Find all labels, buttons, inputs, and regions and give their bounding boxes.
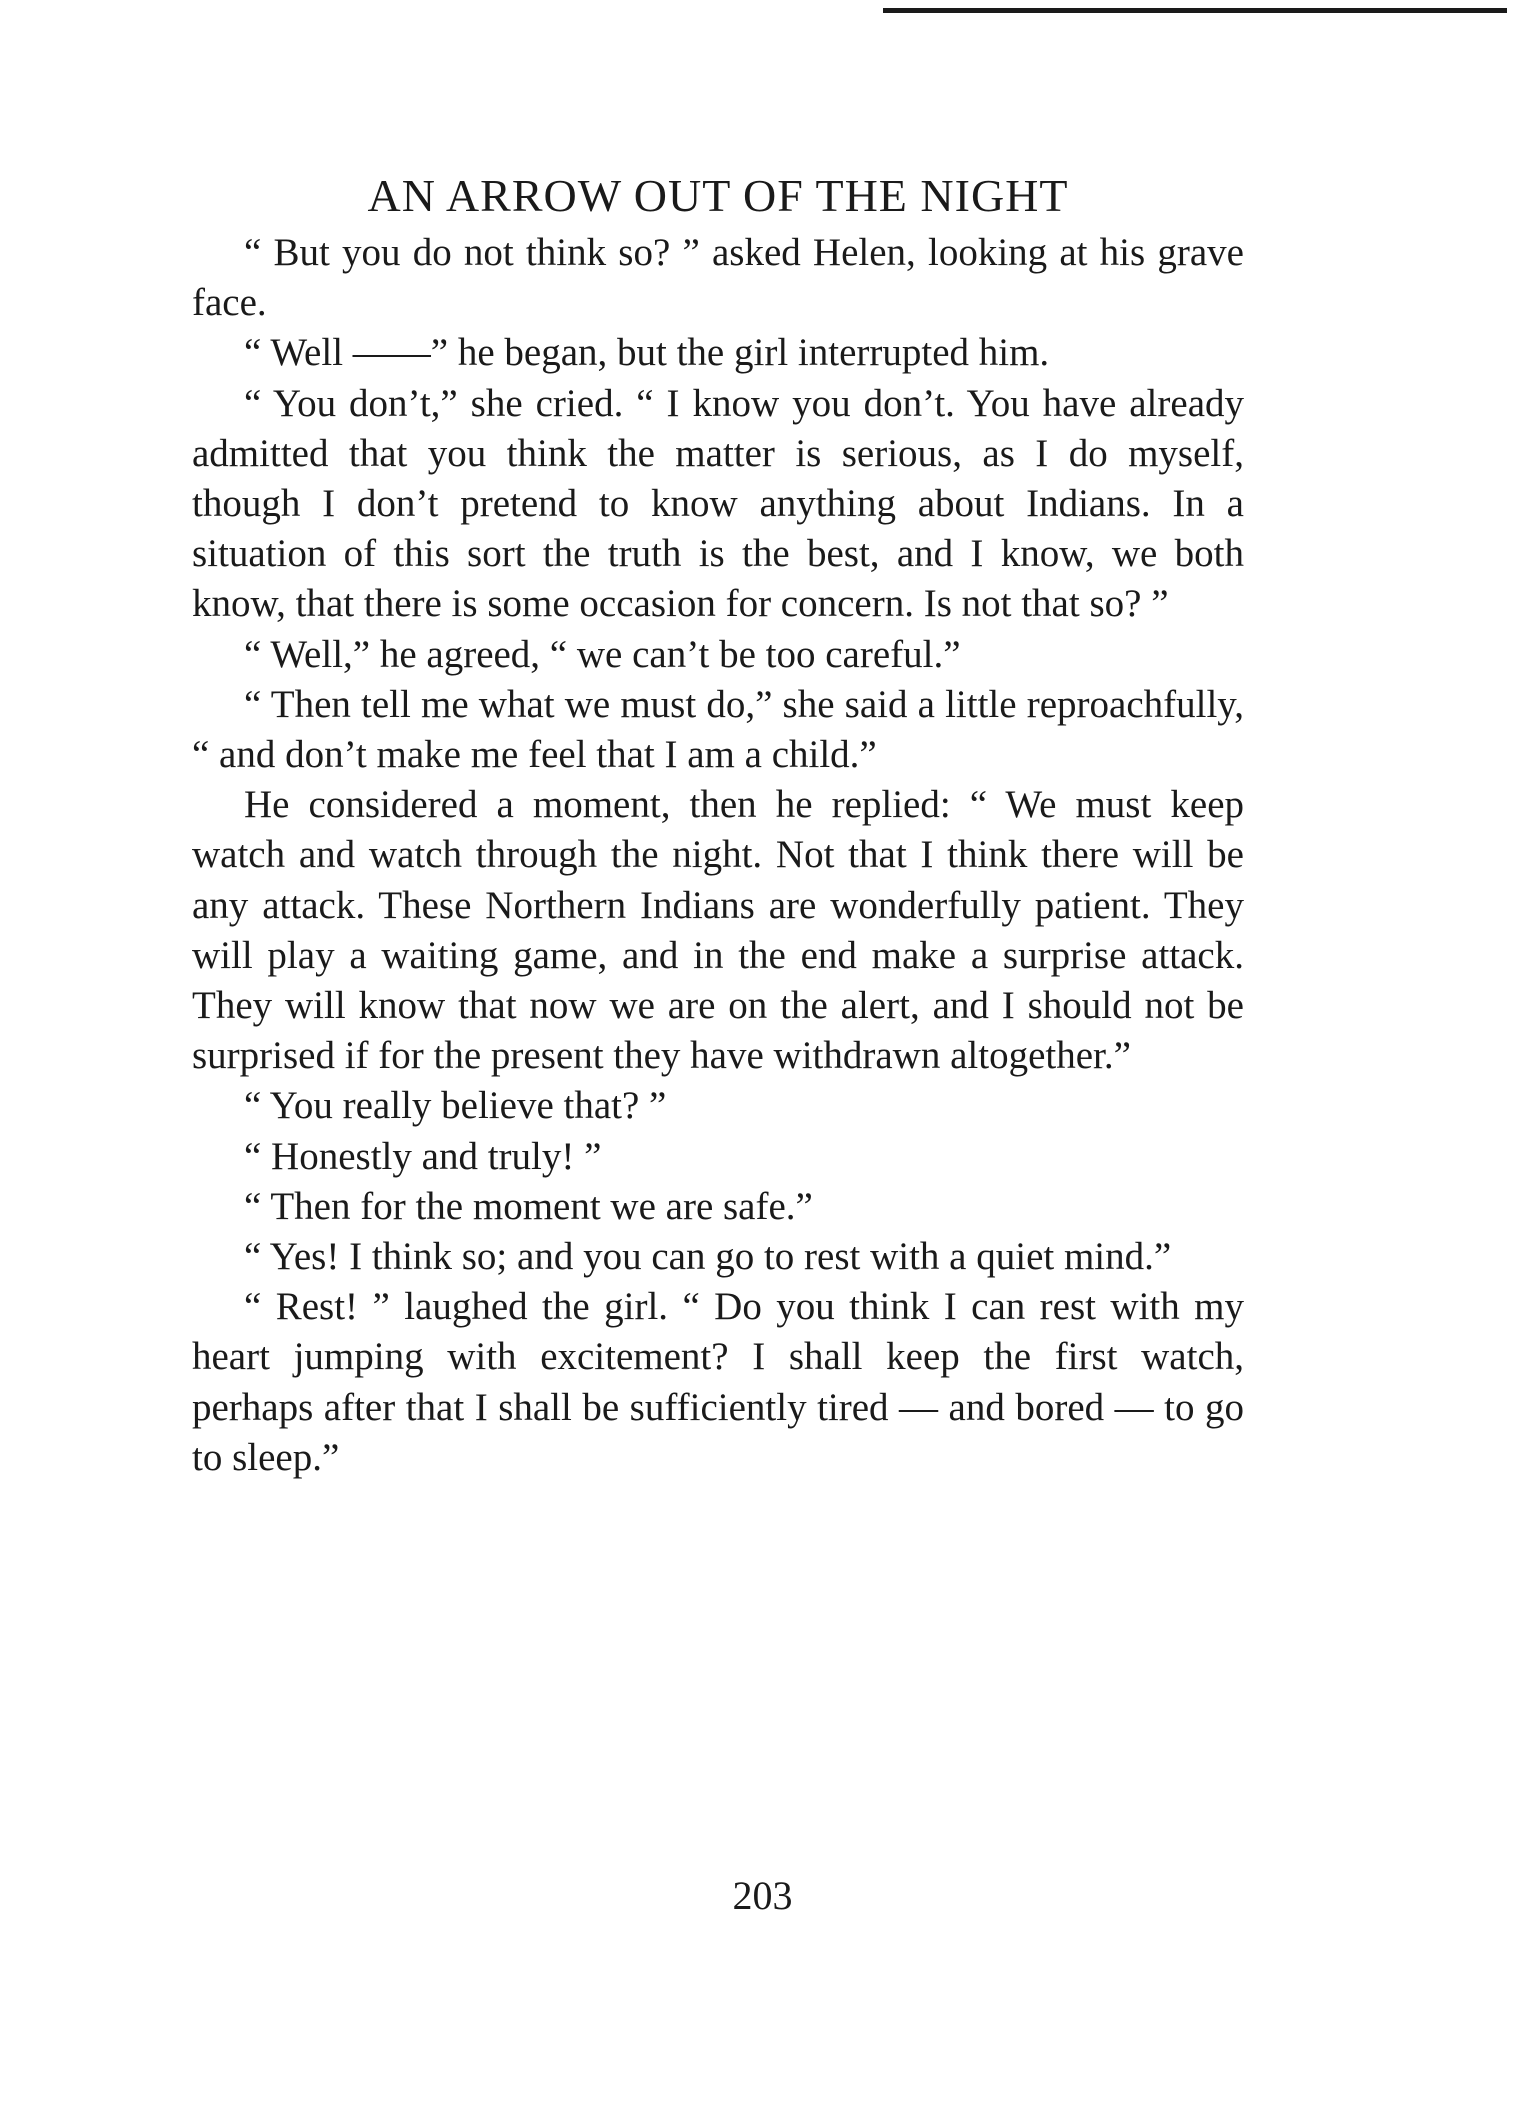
book-page xyxy=(192,168,1244,1483)
paragraph-11: “ Rest! ” laughed the girl. “ Do you think I can rest with my heart jumping with excitement? I shall keep the first watch, perhaps after that I shall be sufficiently tired — and bored — to go to sleep.” xyxy=(192,1285,1244,1479)
paragraph-1: “ But you do not think so? ” asked Helen, looking at his grave face. xyxy=(192,231,1244,325)
paragraph-3: “ You don’t,” she cried. “ I know you don’t. You have already admitted that you think the matter is serious, as I do myself, though I don’t pretend to know anything about Indians. In a situation of this sort the truth is the best, and I know, we both know, that there is some occasion for concern. Is not that so? ” xyxy=(192,381,1244,626)
paragraph-4: “ Well,” he agreed, “ we can’t be too careful.” xyxy=(244,632,961,676)
body-text xyxy=(192,228,1244,1483)
paragraph-9: “ Then for the moment we are safe.” xyxy=(244,1184,813,1228)
paragraph-8: “ Honestly and truly! ” xyxy=(244,1134,602,1178)
paragraph-7: “ You really believe that? ” xyxy=(244,1084,667,1128)
paragraph-5: “ Then tell me what we must do,” she said a little reproachfully, “ and don’t make me feel that I am a child.” xyxy=(192,682,1244,777)
page-number: 203 xyxy=(732,1873,793,1918)
top-rule xyxy=(883,8,1507,13)
paragraph-2: “ Well ——” he began, but the girl interrupted him. xyxy=(244,331,1050,375)
running-head: AN ARROW OUT OF THE NIGHT xyxy=(367,170,1069,221)
paragraph-6: He considered a moment, then he replied: “ We must keep watch and watch through the night. Not that I think there will be any attack. These Northern Indians are wonderfully patient. They will play a waiting game, and in the end make a surprise attack. They will know that now we are on the alert, and I should not be surprised if for the present they have withdrawn altogether.” xyxy=(192,783,1244,1078)
paragraph-10: “ Yes! I think so; and you can go to rest with a quiet mind.” xyxy=(244,1235,1172,1279)
